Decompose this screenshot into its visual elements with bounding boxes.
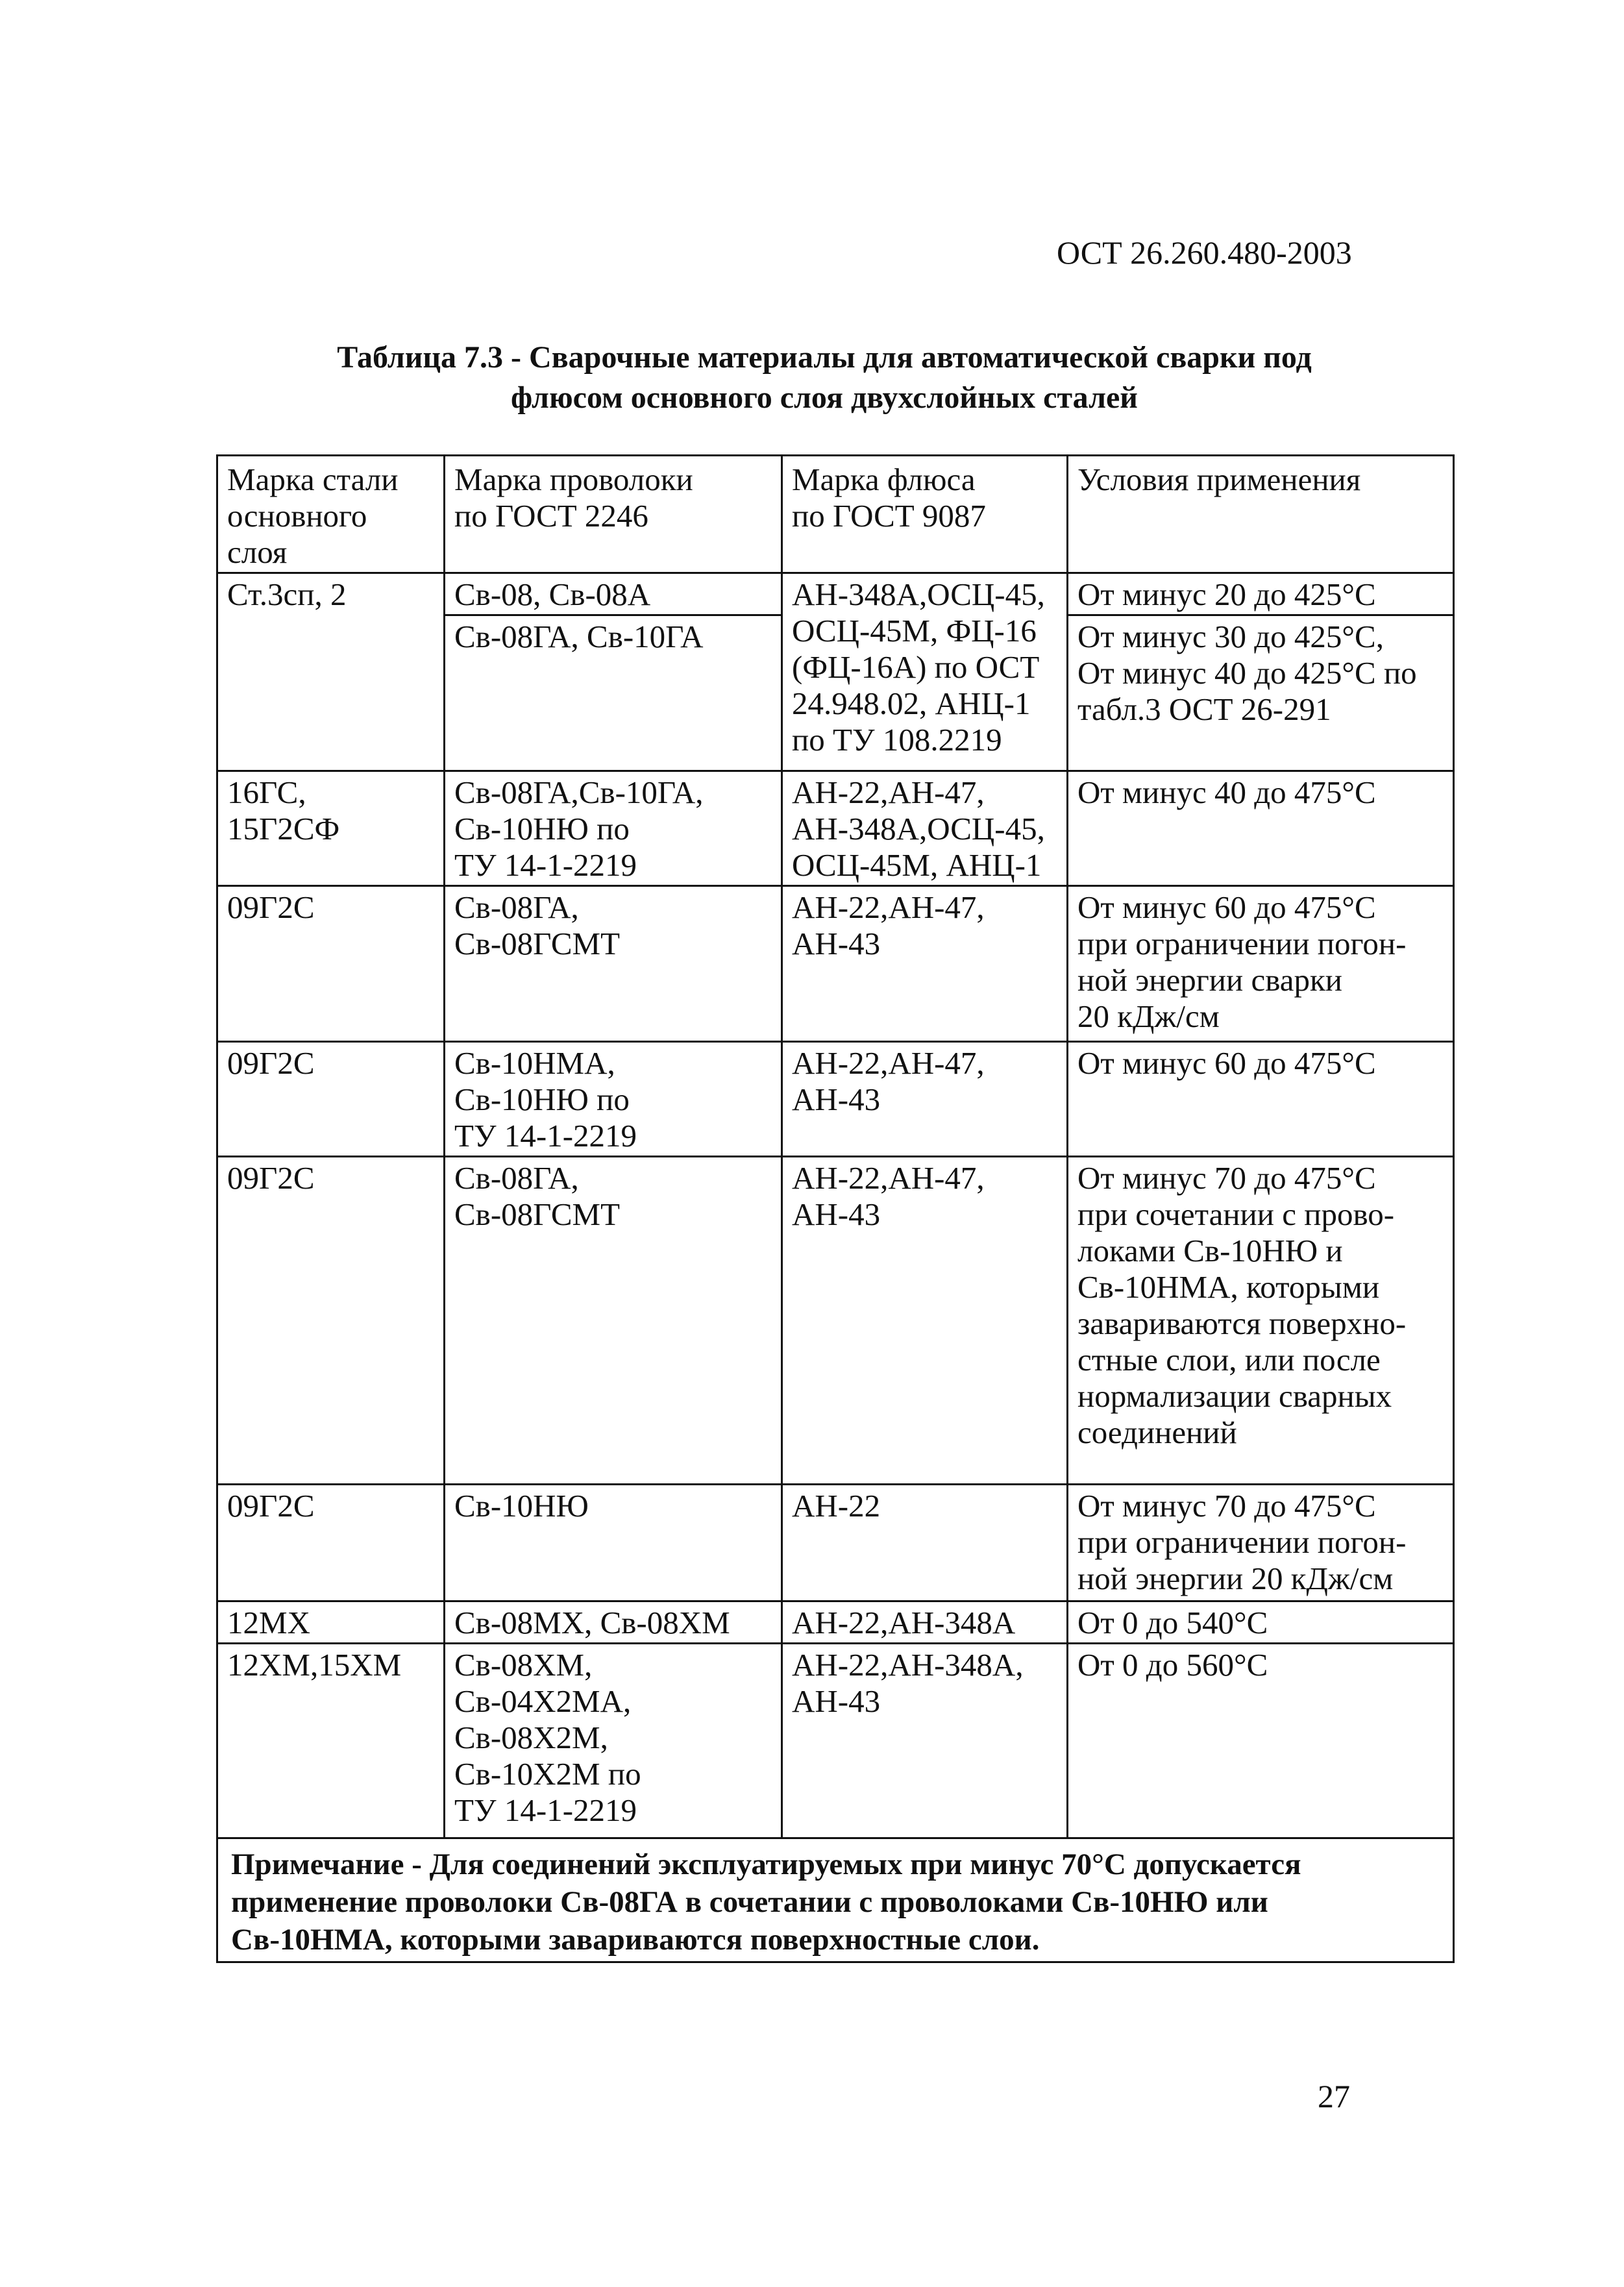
- cell-wire: Св-08ГА,Св-10ГА, Св-10НЮ по ТУ 14-1-2219: [445, 771, 782, 886]
- cell-conditions: От 0 до 560°С: [1068, 1644, 1454, 1838]
- cell-steel: 12МХ: [217, 1601, 445, 1644]
- table-row: [217, 1485, 1454, 1601]
- table-row: [217, 1644, 1454, 1838]
- caption-line-1: Таблица 7.3 - Сварочные материалы для автоматической сварки под: [337, 340, 1312, 375]
- header-wire-grade: Марка проволоки по ГОСТ 2246: [445, 456, 782, 573]
- cell-flux: АН-22,АН-47, АН-43: [782, 1042, 1068, 1157]
- table-note: Примечание - Для соединений эксплуатируемых при минус 70°С допускается применение проволоки Св-08ГА в сочетании с проволоками Св-10НЮ или Св-10НМА, которыми завариваются поверхностные слои.: [217, 1838, 1454, 1962]
- cell-steel: 09Г2С: [217, 886, 445, 1042]
- table-row: [217, 886, 1454, 1042]
- cell-steel: 09Г2С: [217, 1485, 445, 1601]
- cell-conditions: От минус 70 до 475°С при ограничении погон- ной энергии 20 кДж/см: [1068, 1485, 1454, 1601]
- table-row: [217, 573, 1454, 615]
- cell-steel: 09Г2С: [217, 1042, 445, 1157]
- document-code: ОСТ 26.260.480-2003: [1057, 234, 1352, 271]
- cell-wire: Св-08, Св-08А: [445, 573, 782, 615]
- table-note-row: [217, 1838, 1454, 1962]
- cell-flux: АН-22,АН-348А: [782, 1601, 1068, 1644]
- table-row: [217, 1042, 1454, 1157]
- cell-steel: 09Г2С: [217, 1157, 445, 1485]
- cell-steel: Ст.3сп, 2: [217, 573, 445, 771]
- header-conditions: Условия применения: [1068, 456, 1454, 573]
- cell-steel: 12ХМ,15ХМ: [217, 1644, 445, 1838]
- cell-conditions: От 0 до 540°С: [1068, 1601, 1454, 1644]
- cell-wire: Св-08МХ, Св-08ХМ: [445, 1601, 782, 1644]
- cell-conditions: От минус 70 до 475°С при сочетании с прово- локами Св-10НЮ и Св-10НМА, которыми завариваются поверхно- стные слои, или после нормализации сварных соединений: [1068, 1157, 1454, 1485]
- cell-conditions: От минус 40 до 475°С: [1068, 771, 1454, 886]
- welding-materials-table: [216, 454, 1455, 1963]
- cell-flux: АН-22,АН-348А, АН-43: [782, 1644, 1068, 1838]
- cell-conditions: От минус 30 до 425°С, От минус 40 до 425°С по табл.3 ОСТ 26-291: [1068, 615, 1454, 771]
- cell-flux: АН-22,АН-47, АН-348А,ОСЦ-45, ОСЦ-45М, АНЦ-1: [782, 771, 1068, 886]
- table-row: [217, 1601, 1454, 1644]
- cell-wire: Св-08ГА, Св-10ГА: [445, 615, 782, 771]
- table-header-row: [217, 456, 1454, 573]
- cell-wire: Св-08ГА, Св-08ГСМТ: [445, 1157, 782, 1485]
- table-row: [217, 771, 1454, 886]
- cell-flux: АН-22,АН-47, АН-43: [782, 886, 1068, 1042]
- cell-flux: АН-22: [782, 1485, 1068, 1601]
- cell-flux: АН-348А,ОСЦ-45, ОСЦ-45М, ФЦ-16 (ФЦ-16А) по ОСТ 24.948.02, АНЦ-1 по ТУ 108.2219: [782, 573, 1068, 771]
- cell-steel: 16ГС, 15Г2СФ: [217, 771, 445, 886]
- table-caption: [195, 338, 1454, 418]
- cell-conditions: От минус 60 до 475°С при ограничении погон- ной энергии сварки 20 кДж/см: [1068, 886, 1454, 1042]
- cell-wire: Св-10НЮ: [445, 1485, 782, 1601]
- page-number: 27: [1318, 2078, 1350, 2114]
- cell-flux: АН-22,АН-47, АН-43: [782, 1157, 1068, 1485]
- cell-wire: Св-08ХМ, Св-04Х2МА, Св-08Х2М, Св-10Х2М по ТУ 14-1-2219: [445, 1644, 782, 1838]
- cell-conditions: От минус 20 до 425°С: [1068, 573, 1454, 615]
- cell-conditions: От минус 60 до 475°С: [1068, 1042, 1454, 1157]
- header-steel-grade: Марка стали основного слоя: [217, 456, 445, 573]
- cell-wire: Св-10НМА, Св-10НЮ по ТУ 14-1-2219: [445, 1042, 782, 1157]
- table-row: [217, 1157, 1454, 1485]
- caption-line-2: флюсом основного слоя двухслойных сталей: [511, 380, 1138, 415]
- header-flux-grade: Марка флюса по ГОСТ 9087: [782, 456, 1068, 573]
- cell-wire: Св-08ГА, Св-08ГСМТ: [445, 886, 782, 1042]
